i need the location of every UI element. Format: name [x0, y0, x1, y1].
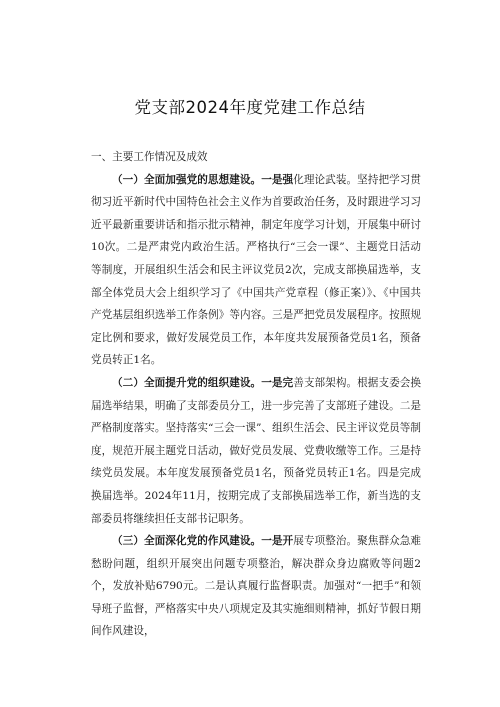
- paragraph-body: 展专项整治。聚焦群众急难愁盼问题，组织开展突出问题专项整治，解决群众身边腐败等问题2个，发放补贴6790元。二是认真履行监督职责。加强对“一把手”和领导班子监督，严格落实中央八项规定及其实施细则精神，抓好节假日期间作风建设，: [91, 535, 422, 638]
- paragraph-lead: （二）全面提升党的组织建设。一是完: [112, 376, 294, 389]
- paragraph-lead: （一）全面加强党的思想建设。一是强: [112, 173, 294, 186]
- paragraph-lead: （三）全面深化党的作风建设。一是开: [112, 535, 294, 548]
- section-heading: 一、主要工作情况及成效: [91, 151, 208, 163]
- paragraph-organizational-building: [91, 372, 421, 530]
- paragraph-ideological-building: [91, 169, 421, 372]
- document-body: [91, 146, 421, 643]
- paragraph-body: 化理论武装。坚持把学习贯彻习近平新时代中国特色社会主义作为首要政治任务，及时跟进学习习近平最新重要讲话和指示批示精神，制定年度学习计划，开展集中研讨10次。二是严肃党内政治生活。严格执行“三会一课”、主题党日活动等制度，开展组织生活会和民主评议党员2次，完成支部换届选举，支部全体党员大会上组织学习了《中国共产党章程（修正案）》、《中国共产党基层组织选举工作条例》等内容。三是严把党员发展程序。按照规定比例和要求，做好发展党员工作，本年度共发展预备党员1名，预备党员转正1名。: [91, 173, 422, 367]
- document-title: 党支部2024年度党建工作总结: [134, 98, 366, 117]
- paragraph-body: 善支部架构。根据支委会换届选举结果，明确了支部委员分工，进一步完善了支部班子建设。二是严格制度落实。坚持落实“三会一课”、组织生活会、民主评议党员等制度，规范开展主题党日活动，做好党员发展、党费收缴等工作。三是持续党员发展。本年度发展预备党员1名，预备党员转正1名。四是完成换届选举。2024年11月，按期完成了支部换届选举工作，新当选的支部委员将继续担任支部书记职务。: [91, 376, 422, 525]
- paragraph-work-style-building: [91, 530, 421, 643]
